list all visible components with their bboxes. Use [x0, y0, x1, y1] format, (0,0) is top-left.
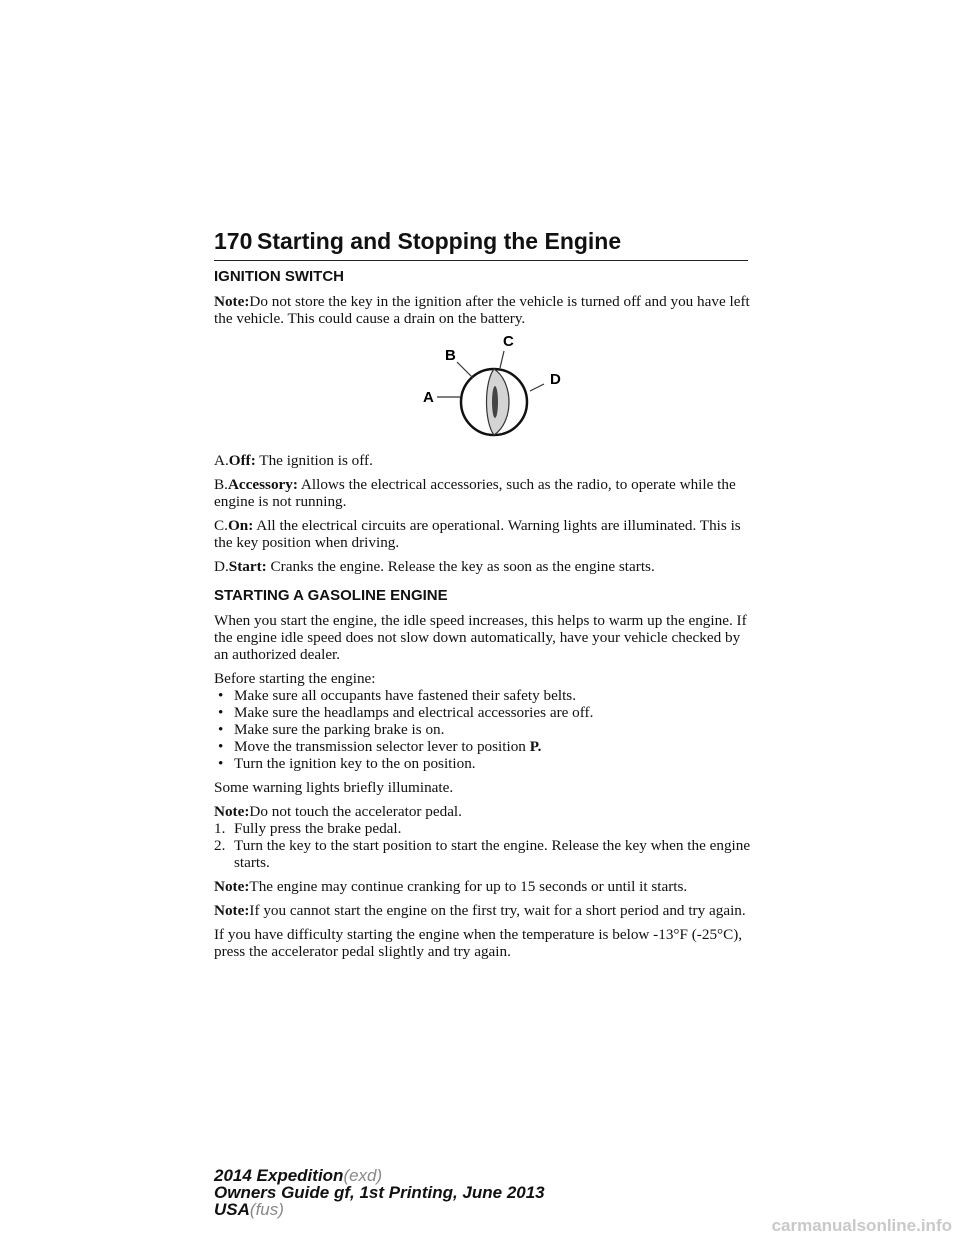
position-start: D.Start: Cranks the engine. Release the key as soon as the engine starts.: [214, 558, 655, 575]
before-starting-list: [214, 687, 754, 772]
callout-c: C: [503, 334, 514, 350]
list-item: • Move the transmission selector lever to position P.: [214, 738, 754, 755]
callout-a: A: [423, 389, 434, 406]
callout-b: B: [445, 347, 456, 364]
watermark: carmanualsonline.info: [771, 1216, 952, 1235]
callout-d: D: [550, 371, 561, 388]
accelerator-note: Note:Do not touch the accelerator pedal.: [214, 803, 462, 820]
retry-note: Note:If you cannot start the engine on the first try, wait for a short period and try again.: [214, 902, 746, 919]
warning-lights-text: Some warning lights briefly illuminate.: [214, 779, 454, 796]
list-item: 1. Fully press the brake pedal.: [214, 820, 402, 837]
list-item: • Turn the ignition key to the on position.: [214, 755, 754, 772]
leader-line-b: [457, 362, 473, 378]
page-number: 170: [214, 228, 253, 254]
ignition-switch-diagram: [214, 334, 754, 446]
list-item: • Make sure the parking brake is on.: [214, 721, 754, 738]
cold-start-text: If you have difficulty starting the engine when the temperature is below -13°F (-25°C), press the accelerator pedal slightly and try again.: [214, 926, 743, 960]
ignition-note: Note:Do not store the key in the ignition after the vehicle is turned off and you have left the vehicle. This could cause a drain on the battery.: [214, 293, 750, 327]
footer-line-1: 2014 Expedition(exd): [214, 1166, 383, 1185]
list-item: • Make sure the headlamps and electrical accessories are off.: [214, 704, 754, 721]
leader-line-d: [530, 384, 544, 391]
cranking-note: Note:The engine may continue cranking for up to 15 seconds or until it starts.: [214, 878, 688, 895]
list-item: • Make sure all occupants have fastened their safety belts.: [214, 687, 754, 704]
page-header: [214, 226, 748, 261]
position-accessory: B.Accessory: Allows the electrical accessories, such as the radio, to operate while the engine is not running.: [214, 476, 736, 510]
ignition-switch-illustration: [214, 334, 754, 446]
before-starting-label: Before starting the engine:: [214, 670, 376, 687]
page-content: [214, 268, 754, 967]
list-item: 2. Turn the key to the start position to start the engine. Release the key when the engine starts.: [214, 837, 751, 871]
document-footer: [214, 1167, 545, 1218]
footer-line-3: USA(fus): [214, 1200, 284, 1219]
start-steps: [214, 820, 754, 871]
gasoline-intro: When you start the engine, the idle speed increases, this helps to warm up the engine. If the engine idle speed does not slow down automatically, have your vehicle checked by an authorized dealer.: [214, 612, 747, 663]
gasoline-engine-heading: STARTING A GASOLINE ENGINE: [214, 587, 448, 604]
leader-line-c: [500, 351, 504, 368]
ignition-switch-heading: IGNITION SWITCH: [214, 268, 344, 285]
key-slot-shadow: [492, 386, 498, 418]
position-on: C.On: All the electrical circuits are operational. Warning lights are illuminated. This is the key position when driving.: [214, 517, 741, 551]
chapter-title: Starting and Stopping the Engine: [257, 228, 622, 254]
footer-line-2: Owners Guide gf, 1st Printing, June 2013: [214, 1183, 545, 1202]
position-off: A.Off: The ignition is off.: [214, 452, 373, 469]
